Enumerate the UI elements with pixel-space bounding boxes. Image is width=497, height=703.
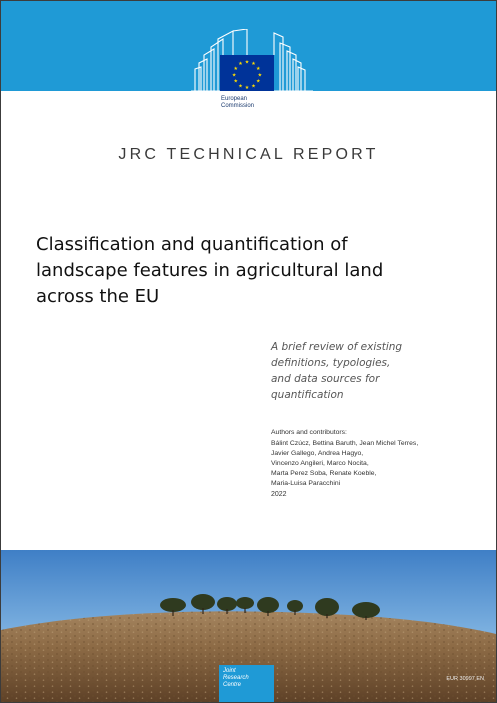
jrc-line-3: Centre [223, 682, 242, 688]
svg-text:★: ★ [255, 65, 261, 72]
report-subtitle [271, 339, 471, 403]
authors-header: Authors and contributors: [271, 429, 347, 436]
report-title [36, 232, 446, 310]
svg-text:★: ★ [244, 59, 250, 66]
subtitle-line: and data sources for [271, 373, 380, 385]
svg-text:★: ★ [251, 83, 256, 90]
report-type-label: JRC TECHNICAL REPORT [118, 146, 379, 163]
jrc-line-2: Research [223, 675, 249, 681]
title-line: Classification and quantification of [36, 234, 348, 255]
subtitle-line: definitions, typologies, [271, 357, 391, 369]
svg-text:★: ★ [251, 61, 256, 68]
svg-text:★: ★ [233, 78, 239, 85]
author-line: Vincenzo Angileri, Marco Nocita, [271, 460, 369, 467]
author-line: Marta Perez Soba, Renate Koeble, [271, 470, 377, 477]
jrc-wordmark [223, 668, 249, 689]
subtitle-line: quantification [271, 389, 344, 401]
joint-research-centre-logo [219, 665, 274, 702]
author-line: Javier Gallego, Andrea Hagyo, [271, 450, 364, 457]
svg-text:★: ★ [238, 61, 243, 68]
svg-text:★: ★ [244, 85, 250, 91]
jrc-line-1: Joint [223, 668, 236, 674]
logo-line-2: Commission [221, 103, 255, 109]
svg-text:★: ★ [255, 78, 261, 85]
svg-text:★: ★ [233, 65, 239, 72]
logo-wordmark [221, 96, 254, 110]
logo-line-1: European [221, 96, 248, 102]
eur-catalogue-number: EUR 30997 EN [446, 676, 484, 682]
eu-flag-icon [220, 55, 274, 91]
title-line: across the EU [36, 286, 160, 307]
publication-year: 2022 [271, 491, 287, 498]
svg-text:★: ★ [257, 72, 263, 79]
author-line: Bálint Czúcz, Bettina Baruth, Jean Michel Terres, [271, 440, 419, 447]
author-line: Maria-Luisa Paracchini [271, 480, 341, 487]
svg-text:★: ★ [238, 83, 243, 90]
european-commission-logo [187, 29, 317, 119]
svg-text:★: ★ [231, 72, 237, 79]
authors-block [271, 428, 486, 489]
subtitle-line: A brief review of existing [271, 341, 403, 353]
title-line: landscape features in agricultural land [36, 260, 384, 281]
